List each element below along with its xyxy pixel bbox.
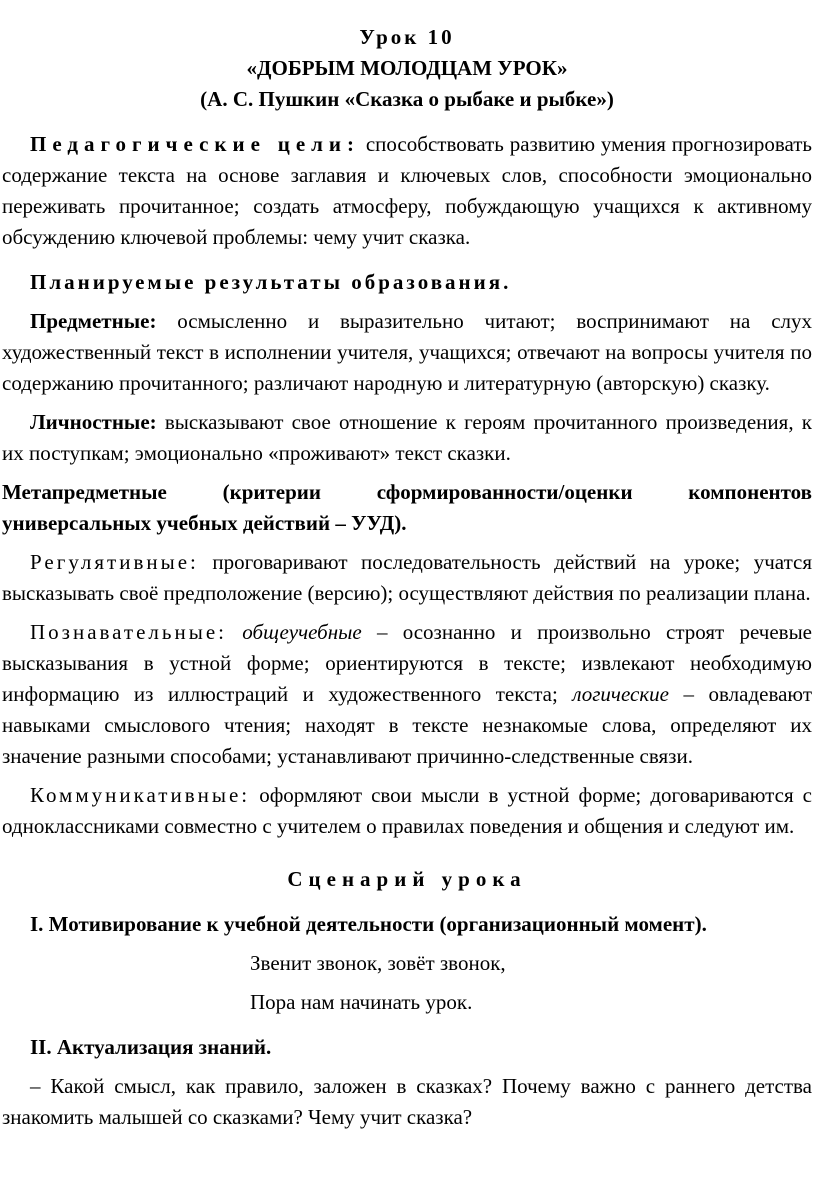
cognitive-label: Познавательные: — [30, 620, 227, 644]
cognitive-results — [2, 617, 812, 772]
poem-line-1: Звенит звонок, зовёт звонок, — [250, 951, 506, 975]
cognitive-general-text: – осознанно и произвольно строят речевые высказывания в устной форме; ориентируются в тексте; извлекают необходимую информацию из иллюстраций и художественного текста; — [2, 620, 812, 706]
stage1-heading: I. Мотивирование к учебной деятельности (организационный момент). — [30, 912, 707, 936]
cognitive-logical-label: логические — [572, 682, 669, 706]
goals-label: Педагогические цели: — [30, 132, 361, 156]
cognitive-logical-text: – овладевают навыками смыслового чтения; находят в тексте незнакомые слова, определяют их значение разными способами; устанавливают причинно-следственные связи. — [2, 682, 812, 768]
subject-label: Предметные: — [30, 309, 157, 333]
lesson-number: Урок 10 — [359, 25, 455, 49]
communicative-results — [2, 780, 812, 842]
goals-text: способствовать развитию умения прогнозировать содержание текста на основе заглавия и ключевых слов, способности эмоционально переживать прочитанное; создать атмосферу, побуждающую учащихся к активному обсуждению ключевой проблемы: чему учит сказка. — [2, 132, 812, 249]
regulative-results — [2, 547, 812, 609]
regulative-label: Регулятивные: — [30, 550, 199, 574]
results-heading: Планируемые результаты образования. — [30, 270, 512, 294]
personal-text: высказывают свое отношение к героям прочитанного произведения, к их поступкам; эмоционально «проживают» текст сказки. — [2, 410, 812, 465]
stage2-text: – Какой смысл, как правило, заложен в сказках? Почему важно с раннего детства знакомить малышей со сказками? Чему учит сказка? — [2, 1074, 812, 1129]
subject-results — [2, 306, 812, 399]
lesson-title: «ДОБРЫМ МОЛОДЦАМ УРОК» — [246, 56, 568, 80]
cognitive-general-label: общеучебные — [242, 620, 362, 644]
meta-heading: Метапредметные (критерии сформированности/оценки компонентов универсальных учебных действий – УУД). — [2, 480, 812, 535]
goals-paragraph — [2, 129, 812, 253]
communicative-text: оформляют свои мысли в устной форме; договариваются с одноклассниками совместно с учителем о правилах поведения и общения и следуют им. — [2, 783, 812, 838]
poem-line-2: Пора нам начинать урок. — [250, 990, 473, 1014]
communicative-label: Коммуникативные: — [30, 783, 251, 807]
lesson-source: (А. С. Пушкин «Сказка о рыбаке и рыбке») — [200, 87, 614, 111]
subject-text: осмысленно и выразительно читают; воспринимают на слух художественный текст в исполнении учителя, учащихся; отвечают на вопросы учителя по содержанию прочитанного; различают народную и литературную (авторскую) сказку. — [2, 309, 812, 395]
regulative-text: проговаривают последовательность действий на уроке; учатся высказывать своё предположение (версию); осуществляют действия по реализации плана. — [2, 550, 812, 605]
personal-results — [2, 407, 812, 469]
personal-label: Личностные: — [30, 410, 157, 434]
scenario-heading: Сценарий урока — [287, 867, 527, 891]
stage2-heading: II. Актуализация знаний. — [30, 1035, 272, 1059]
